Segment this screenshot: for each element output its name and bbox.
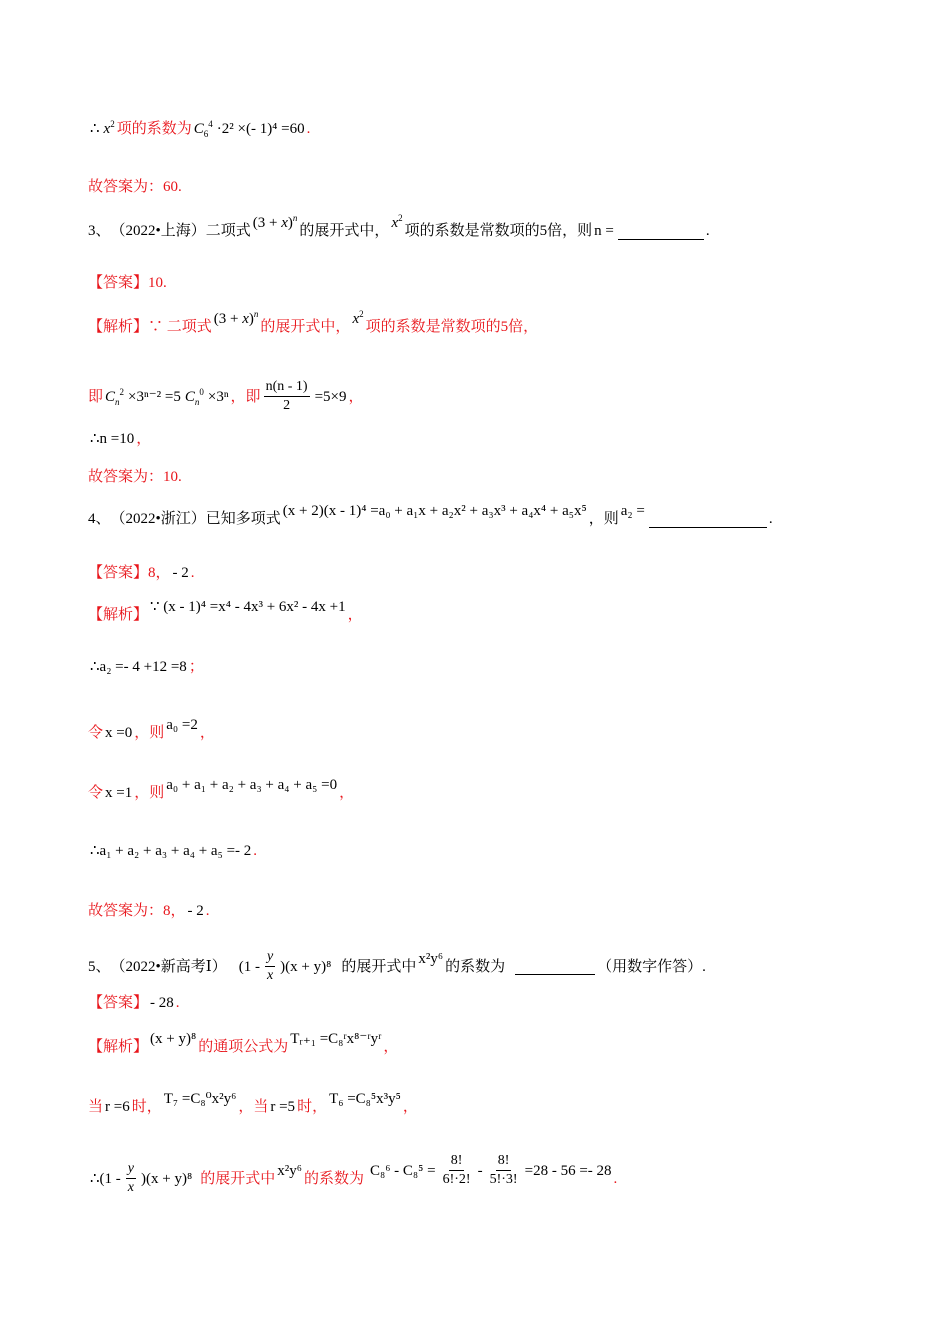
e5c-frac-den: x [127,1180,135,1195]
e4f-val: - 2 [187,903,204,919]
math-coef-expr: ·2² ×(- 1)⁴ =60 [216,121,305,137]
q4-a2: a₂ = [620,503,645,519]
q5-source: （2022•新高考Ⅰ） [110,958,227,975]
explanation-3 [88,309,539,338]
q3-answer-blank [618,223,704,240]
answer-line-10: 故答案为：10. [88,469,182,485]
e5c-text2: 的系数为 [303,1170,364,1187]
e4b-end: ； [188,659,204,675]
answer-4-end: . [190,565,195,581]
answer-3 [88,272,167,294]
explanation-4-x1 [88,777,355,804]
math-c64: $C_6^4$ [193,119,213,139]
q4-number: 4、 [88,511,111,527]
e5c-f2-den: 5!·3! [489,1172,518,1187]
e3-ji2: ，即 [230,388,261,405]
e3-five: 5 [500,319,509,335]
e4-a2-value: ∴a₂ =- 4 +12 =8 [90,659,187,675]
explanation-4-sum [88,840,257,862]
q5-pre: (1 - [238,958,260,975]
e5-text1: 的通项公式为 [198,1039,289,1055]
e3-ji1: 即 [88,388,104,405]
e3-end: ， [348,388,364,405]
e3-binomial: $(3 + x)^n$ [213,309,259,327]
q5-text1: 的展开式中 [341,958,417,975]
q4-text1: ，则 [588,511,619,527]
e4e-sum: ∴a₁ + a₂ + a₃ + a₄ + a₅ =- 2 [90,843,252,859]
explanation-4-a2 [88,656,204,678]
e4d-ze: ，则 [134,785,165,801]
e5c-fraction-2 [488,1152,520,1189]
e4d-sum: a₀ + a₁ + a₂ + a₃ + a₄ + a₅ =0 [166,777,338,793]
e4c-a0: a₀ =2 [166,717,198,733]
e5b-t6: T₆ =C₈⁵x³y⁵ [329,1091,401,1107]
e5b-dang1: 当 [88,1099,104,1115]
e4e-end: . [253,843,258,859]
explanation-tag: 【解析】 [88,607,149,623]
q5-fraction [265,948,275,985]
math-x-squared: $x^2$ [103,119,115,137]
q3-text2: 项的系数是常数项的 [404,223,540,239]
answer-3-value: 10. [148,275,167,291]
answer-5 [88,992,180,1014]
q3-n-eq: n = [594,223,614,239]
e3-rhs: =5×9 [314,388,347,405]
answer-4-value2: - 2 [172,565,189,581]
e4f-text: 故答案为：8， [88,903,186,919]
q4-end: . [768,511,773,527]
e4-end: ， [347,607,363,623]
e5b-r1: r =6 [105,1099,130,1115]
coef-label: 项的系数为 [116,121,192,137]
e3-cn2: $C_n^2$ [105,386,125,407]
e5b-t7: T₇ =C₈⁰x²y⁶ [163,1091,237,1107]
explanation-5-terms [88,1091,418,1118]
explanation-5 [88,1031,399,1058]
e3-cn0: $C_n^0$ [184,386,204,407]
e5c-pre: ∴(1 - [90,1170,121,1187]
e5c-end: . [613,1170,618,1187]
e5c-f1-den: 6!·2! [442,1172,471,1187]
explanation-4-x0 [88,717,215,744]
therefore-symbol: ∴ [90,121,100,137]
e5c-f2-num: 8! [496,1152,512,1171]
answer-tag: 【答案】 [88,275,149,291]
e5c-post: )(x + y)⁸ [141,1170,193,1187]
q5-answer-blank [515,958,595,975]
q5-frac-num: y [265,948,275,967]
e5-end: ， [383,1039,399,1055]
e4d-x: x =1 [105,785,133,801]
e5c-combination: C₈⁶ - C₈⁵ = [369,1162,436,1179]
answer-4 [88,562,195,584]
q4-answer-blank [649,511,767,528]
explanation-3-result [88,428,151,450]
q3-binomial: $(3 + x)^n$ [252,213,298,231]
q3-end: . [705,223,710,239]
e4c-ling: 令 [88,725,104,741]
q3-source: （2022•上海）二项式 [110,223,251,239]
e4c-ze: ，则 [134,725,165,741]
answer-tag: 【答案】 [88,565,149,581]
q5-text3: （用数字作答）. [597,958,706,975]
answer-5-end: . [175,995,180,1011]
e5c-fraction-1 [441,1152,473,1189]
e5-general-term: Tᵣ₊₁ =C₈ʳx⁸⁻ʳyʳ [290,1031,382,1047]
e3-n-value: ∴n =10 [90,431,135,447]
q5-number: 5、 [88,958,111,975]
e5b-shi1: 时， [131,1099,162,1115]
q3-text3: 倍，则 [547,223,593,239]
q3-five: 5 [539,223,548,239]
explanation-5-result [88,1153,618,1197]
e4-expansion: ∵ (x - 1)⁴ =x⁴ - 4x³ + 6x² - 4x +1 [150,599,346,615]
e5b-r2: r =5 [270,1099,296,1115]
answer-line-60: 故答案为：60. [88,179,182,195]
e5b-shi2: 时， [297,1099,328,1115]
q5-post: )(x + y)⁸ [280,958,332,975]
explanation-3-equation [88,378,364,415]
e4d-ling: 令 [88,785,104,801]
answer-4-value: 8， [148,565,171,581]
e5c-minus: - [477,1162,483,1179]
q3-x2: $x^2$ [391,213,403,231]
e3-mid: ×3ⁿ⁻² =5 [128,388,181,405]
q4-polynomial: (x + 2)(x - 1)⁴ =a₀ + a₁x + a₂x² + a₃x³ + a₄x⁴ + a₅x⁵ [282,503,587,519]
e3-because: ∵ 二项式 [148,319,212,335]
period: . [306,121,311,137]
answer-5-value: - 28 [150,995,174,1011]
q5-text2: 的系数为 [445,958,506,975]
e4c-end: ， [199,725,215,741]
e3-fraction [264,378,310,415]
e5c-text1: 的展开式中 [200,1170,276,1187]
explanation-4 [88,599,363,626]
e5c-term: x²y⁶ [277,1162,302,1179]
e5-expr: (x + y)⁸ [150,1031,197,1047]
q3-text1: 的展开式中， [299,223,390,239]
e3-text2: 项的系数是常数项的 [365,319,501,335]
e5c-frac-num: y [126,1160,136,1179]
e5c-f1-num: 8! [449,1152,465,1171]
q3-number: 3、 [88,223,111,239]
explanation-tag: 【解析】 [88,1039,149,1055]
solution-line-coefficient [88,118,310,140]
e3-text3: 倍， [508,319,539,335]
e5c-fraction-yx [126,1160,136,1197]
e3-frac-num: n(n - 1) [264,378,310,397]
e3c-end: ， [136,431,152,447]
q5-frac-den: x [266,968,274,983]
e3-x2: $x^2$ [352,309,364,327]
e4f-end: . [205,903,210,919]
answer-line-8 [88,900,210,922]
e3-text1: 的展开式中， [260,319,351,335]
question-3 [88,213,710,242]
q5-term: x²y⁶ [418,950,444,967]
q4-source: （2022•浙江）已知多项式 [110,511,281,527]
e4c-x: x =0 [105,725,133,741]
answer-tag: 【答案】 [88,995,149,1011]
e5b-dang2: ，当 [238,1099,269,1115]
e4d-end: ， [339,785,355,801]
e3-tail: ×3ⁿ [207,388,229,405]
question-5 [88,948,706,985]
explanation-tag: 【解析】 [88,319,149,335]
question-4 [88,503,773,530]
e5b-end: ， [402,1099,418,1115]
e5c-rhs: =28 - 56 =- 28 [524,1162,612,1179]
e3-frac-den: 2 [283,398,291,413]
